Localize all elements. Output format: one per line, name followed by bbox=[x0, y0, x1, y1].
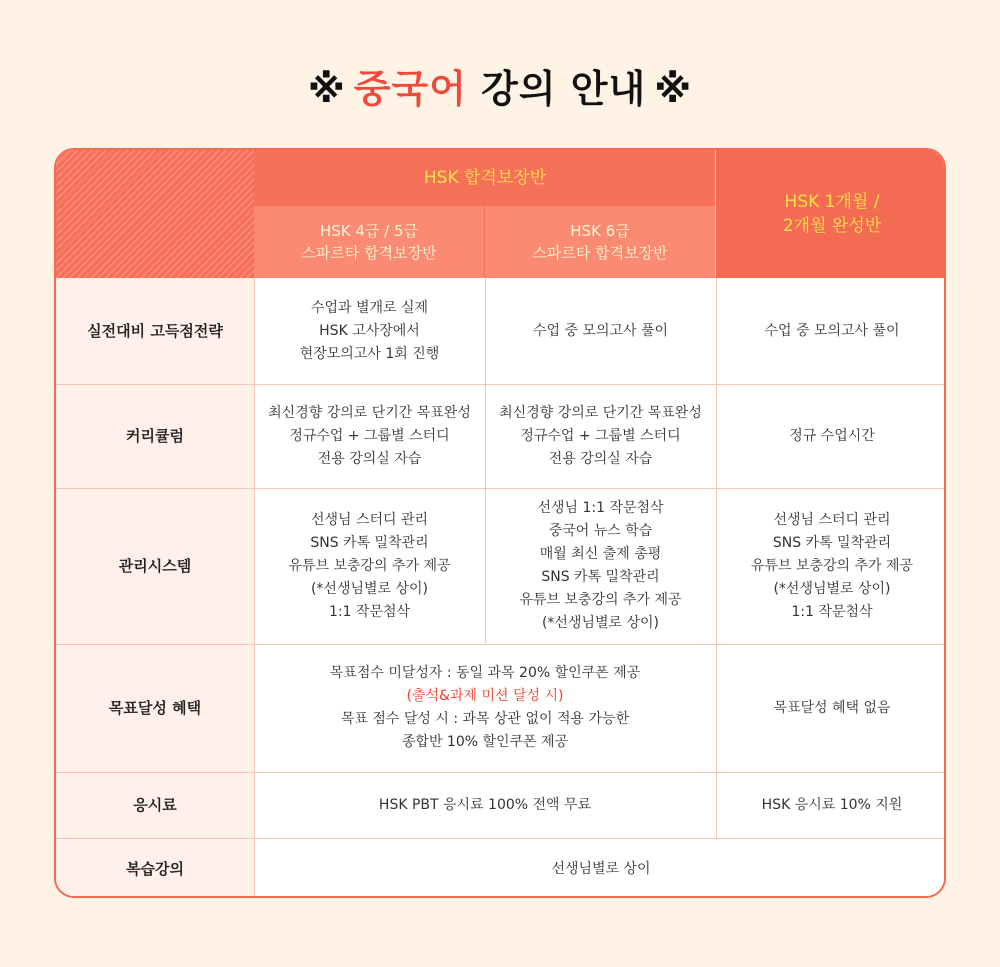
grid-line bbox=[485, 278, 486, 644]
review-merged: 선생님별로 상이 bbox=[551, 860, 651, 877]
management-col2: 선생님 1:1 작문첨삭 중국어 뉴스 학습 매월 최신 출제 총평 SNS 카톡 밀착관리 유튜브 보충강의 추가 제공 (*선생님별로 상이) bbox=[519, 500, 682, 631]
header-group-hsk-guarantee: HSK 합격보장반 bbox=[254, 150, 716, 206]
row-label-benefit: 목표달성 혜택 bbox=[56, 644, 254, 772]
reference-mark-left: ※ bbox=[307, 67, 346, 111]
grid-line bbox=[56, 644, 946, 645]
table-corner bbox=[56, 150, 254, 278]
curriculum-col2: 최신경향 강의로 단기간 목표완성 정규수업 + 그룹별 스터디 전용 강의실 자습 bbox=[499, 404, 702, 467]
fee-col3: HSK 응시료 10% 지원 bbox=[761, 796, 903, 813]
grid-line bbox=[254, 278, 255, 898]
curriculum-col3: 정규 수업시간 bbox=[789, 427, 875, 444]
reference-mark-right: ※ bbox=[654, 67, 693, 111]
header-divider bbox=[715, 150, 716, 278]
grid-line bbox=[716, 278, 717, 838]
grid-line bbox=[56, 488, 946, 489]
benefit-line-1: 목표점수 미달성자 : 동일 과목 20% 할인쿠폰 제공 bbox=[329, 665, 641, 681]
header-col-hsk-6: HSK 6급 스파르타 합격보장반 bbox=[485, 206, 716, 278]
row-label-curriculum: 커리큘럼 bbox=[56, 384, 254, 488]
curriculum-col1: 최신경향 강의로 단기간 목표완성 정규수업 + 그룹별 스터디 전용 강의실 자습 bbox=[268, 404, 471, 467]
benefit-merged bbox=[254, 644, 716, 772]
strategy-col2: 수업 중 모의고사 풀이 bbox=[532, 322, 669, 339]
header-col-hsk-1-2-month: HSK 1개월 / 2개월 완성반 bbox=[716, 150, 946, 278]
benefit-condition-note: (출석&과제 미션 달성 시) bbox=[406, 688, 564, 704]
header-col-hsk-4-5: HSK 4급 / 5급 스파르타 합격보장반 bbox=[254, 206, 485, 278]
row-label-review: 복습강의 bbox=[56, 838, 254, 898]
grid-line bbox=[56, 384, 946, 385]
title-accent: 중국어 bbox=[353, 67, 467, 111]
page-title bbox=[0, 58, 1000, 113]
row-label-management: 관리시스템 bbox=[56, 488, 254, 644]
course-comparison-table bbox=[54, 148, 946, 898]
benefit-line-3: 목표 점수 달성 시 : 과목 상관 없이 적용 가능한 bbox=[340, 711, 630, 727]
grid-line bbox=[56, 838, 946, 839]
grid-line bbox=[56, 772, 946, 773]
row-label-fee: 응시료 bbox=[56, 772, 254, 838]
benefit-col3: 목표달성 혜택 없음 bbox=[773, 699, 891, 716]
strategy-col1: 수업과 별개로 실제 HSK 고사장에서 현장모의고사 1회 진행 bbox=[299, 299, 440, 362]
fee-merged: HSK PBT 응시료 100% 전액 무료 bbox=[378, 796, 592, 813]
management-col3: 선생님 스터디 관리 SNS 카톡 밀착관리 유튜브 보충강의 추가 제공 (*선생님별로 상이) 1:1 작문첨삭 bbox=[750, 511, 914, 620]
row-label-strategy: 실전대비 고득점전략 bbox=[56, 278, 254, 384]
title-rest: 강의 안내 bbox=[481, 67, 647, 111]
management-col1: 선생님 스터디 관리 SNS 카톡 밀착관리 유튜브 보충강의 추가 제공 (*선생님별로 상이) 1:1 작문첨삭 bbox=[288, 511, 451, 620]
strategy-col3: 수업 중 모의고사 풀이 bbox=[764, 322, 900, 339]
benefit-line-4: 종합반 10% 할인쿠폰 제공 bbox=[401, 734, 569, 750]
